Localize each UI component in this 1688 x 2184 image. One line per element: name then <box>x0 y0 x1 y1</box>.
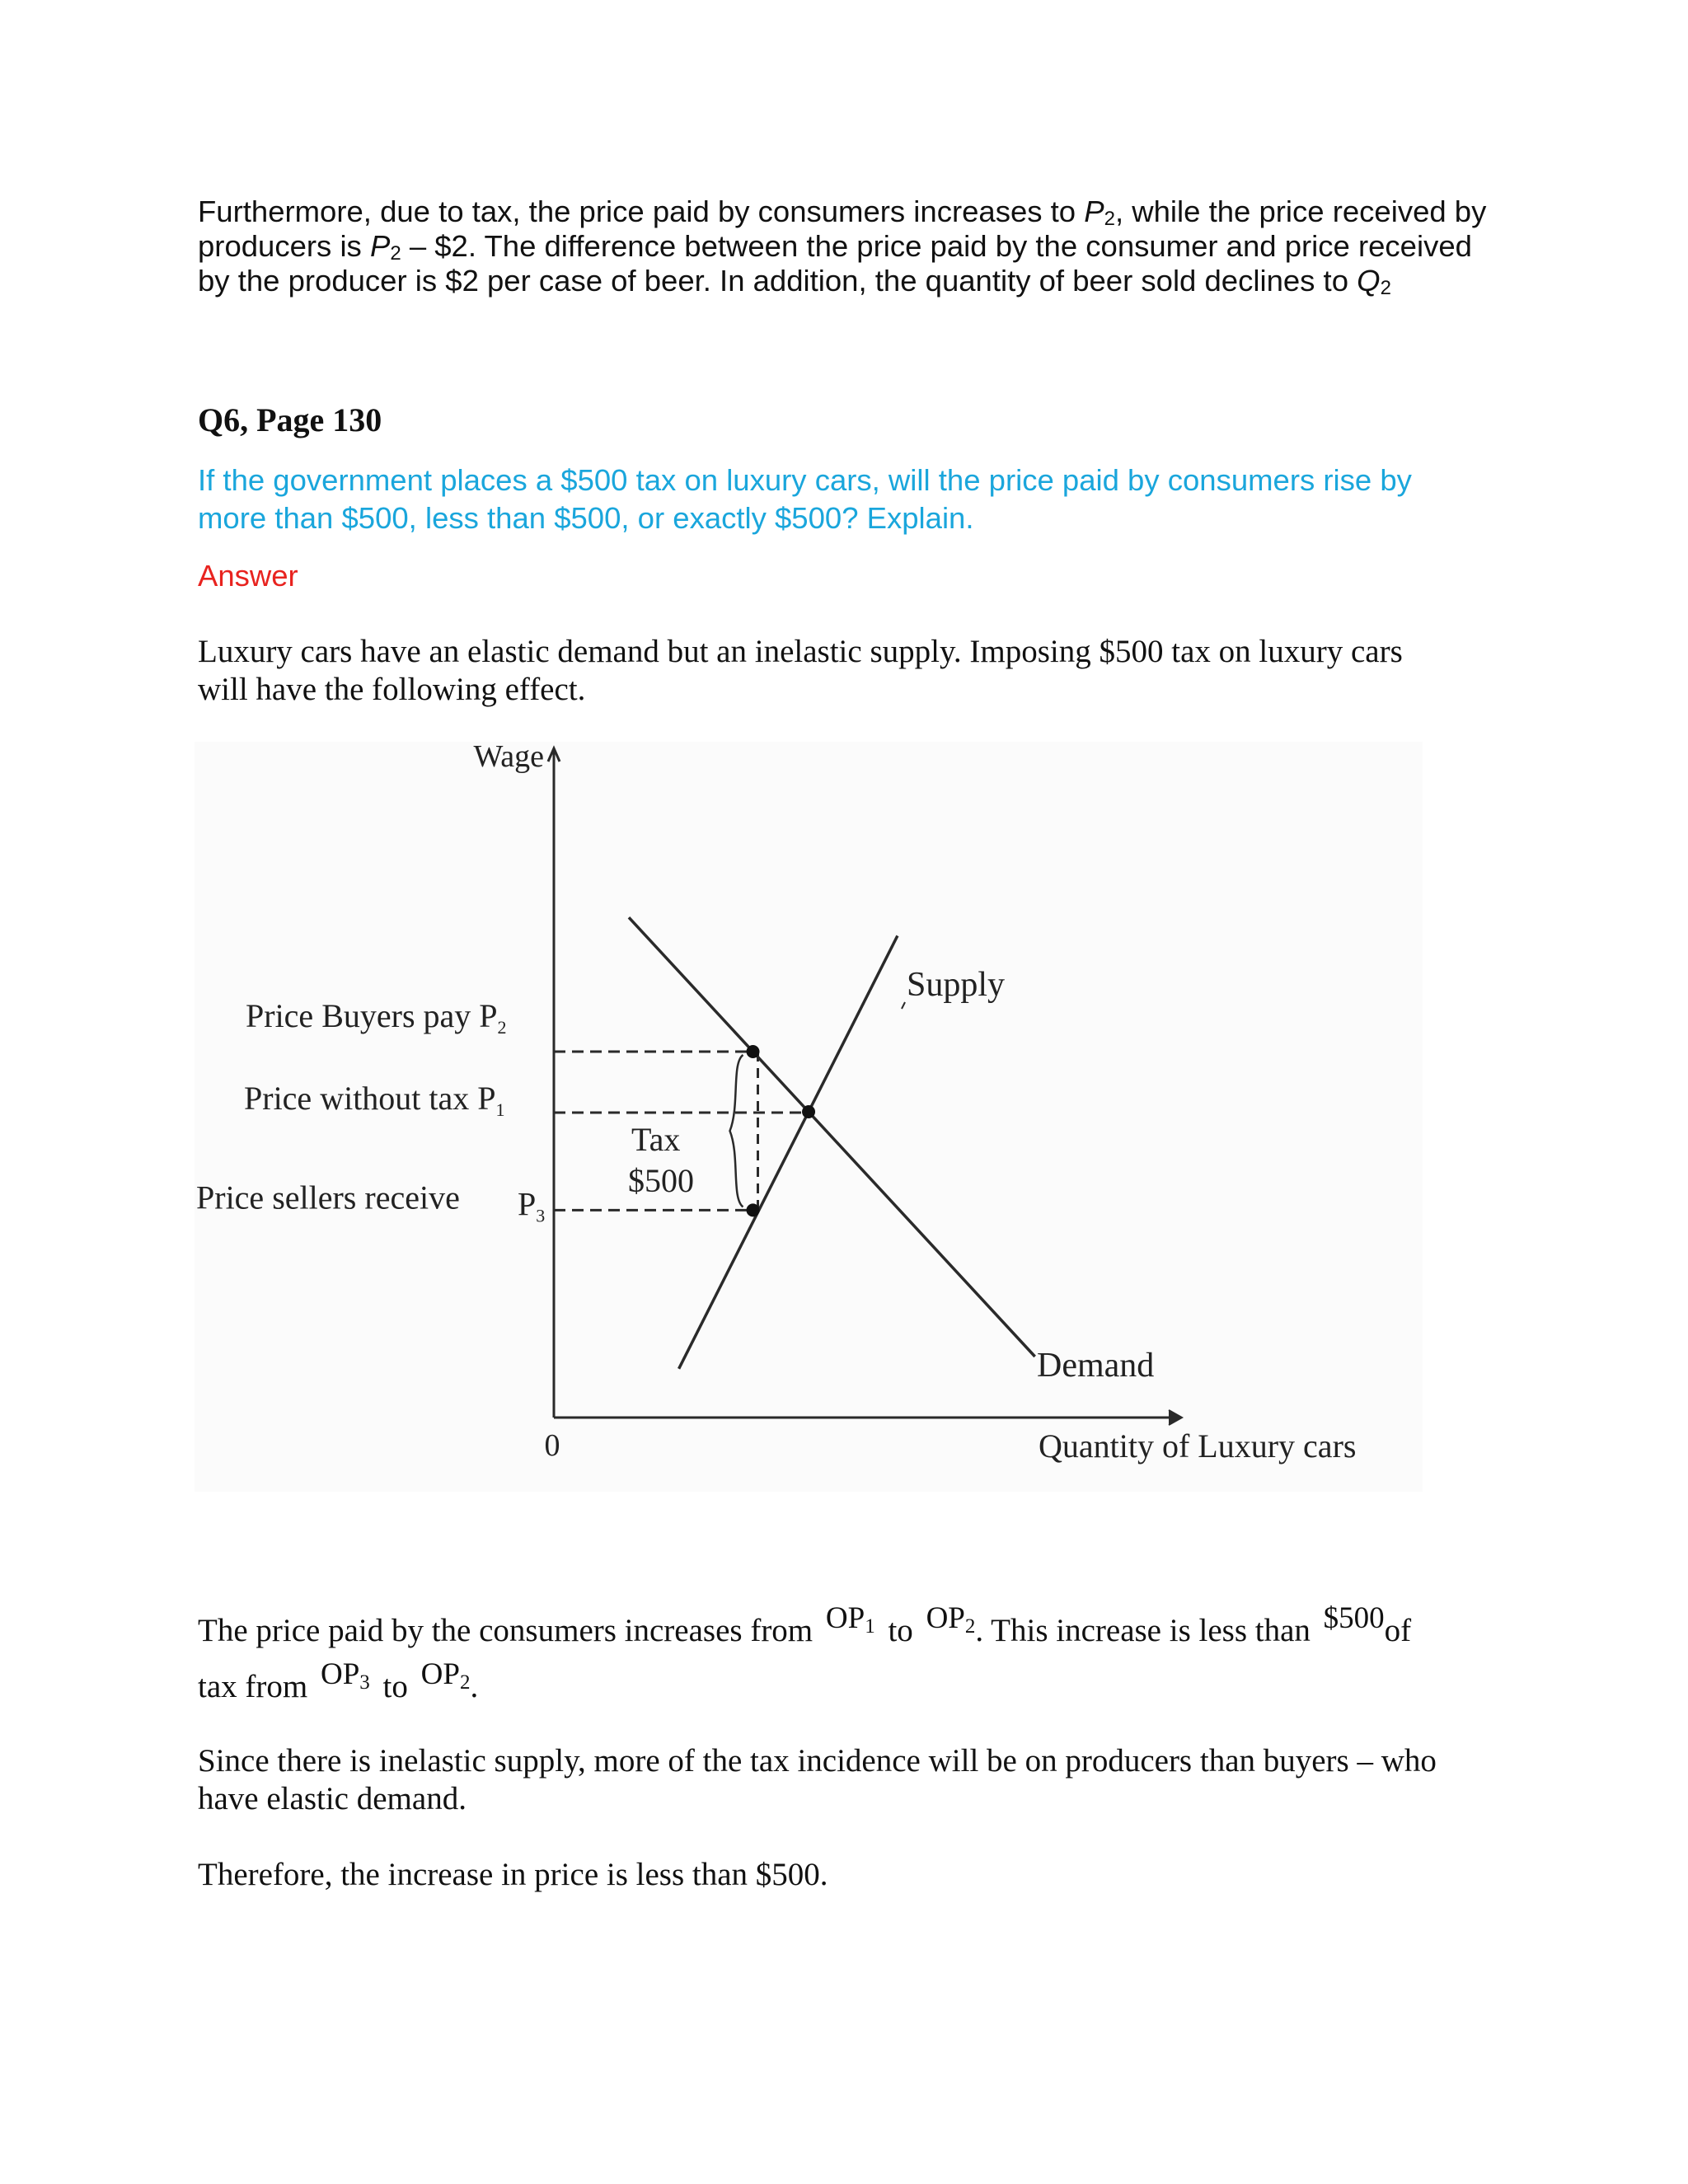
op-subscript: 3 <box>359 1671 370 1694</box>
label-price-without-tax <box>244 1080 505 1120</box>
tax-amount-label: $500 <box>628 1162 694 1199</box>
op-symbol: OP <box>926 1601 965 1635</box>
math-op2b <box>421 1657 471 1692</box>
word-of: of <box>1384 1613 1412 1648</box>
subscript: 2 <box>390 242 401 265</box>
op-symbol: OP <box>825 1601 865 1635</box>
formula-line-1 <box>198 1601 1412 1649</box>
intro-line-2 <box>198 229 1517 264</box>
intro-line-1 <box>198 194 1517 229</box>
label-price-without-tax-part: 1 <box>495 1099 505 1120</box>
explanation-paragraph-2 <box>198 1742 1517 1818</box>
intro-text: Furthermore, due to tax, the price paid by consumers increases to <box>198 194 1085 228</box>
answer-label: Answer <box>198 559 298 593</box>
label-price-without-tax-part: Price without tax P <box>244 1080 496 1117</box>
demand-label: Demand <box>1037 1347 1155 1385</box>
formula-text: . This increase is less than <box>975 1613 1311 1648</box>
x-axis-label: Quantity of Luxury cars <box>1039 1427 1357 1465</box>
op-symbol: OP <box>420 1657 460 1691</box>
formula-text: tax from <box>198 1669 308 1704</box>
label-p3-part: 3 <box>536 1205 546 1226</box>
question-title: Q6, Page 130 <box>198 401 382 438</box>
op-subscript: 1 <box>865 1615 875 1638</box>
symbol-q: Q <box>1357 264 1381 298</box>
paragraph-line: Since there is inelastic supply, more of the tax incidence will be on producers than buyers – who <box>198 1743 1437 1779</box>
point-equilibrium <box>802 1105 815 1118</box>
math-op1 <box>826 1601 875 1636</box>
op-subscript: 2 <box>964 1615 976 1638</box>
label-price-buyers-pay-part: 2 <box>497 1017 507 1038</box>
paragraph-line: Therefore, the increase in price is less than $500. <box>198 1857 828 1892</box>
point-sellers-receive <box>747 1203 760 1216</box>
formula-text: The price paid by the consumers increases from <box>198 1613 814 1648</box>
question-text <box>198 462 1517 537</box>
intro-text: , while the price received by <box>1114 194 1487 228</box>
subscript: 2 <box>1104 208 1115 230</box>
word-to: to <box>382 1669 408 1704</box>
formula-period: . <box>470 1669 479 1704</box>
origin-label: 0 <box>544 1428 560 1463</box>
label-price-buyers-pay <box>246 997 507 1038</box>
label-p3-part: P <box>518 1185 537 1223</box>
label-price-sellers-receive <box>196 1179 460 1216</box>
tax-label: Tax <box>631 1121 681 1158</box>
op-symbol: OP <box>320 1657 360 1691</box>
tax-incidence-chart <box>195 742 1423 1492</box>
question-line-1: If the government places a $500 tax on luxury cars, will the price paid by consumers rise by <box>198 463 1412 497</box>
point-buyers-pay <box>747 1045 760 1058</box>
symbol-p: P <box>1084 194 1104 228</box>
intro-text: producers is <box>198 229 370 263</box>
op-subscript: 2 <box>459 1671 471 1694</box>
subscript: 2 <box>1380 277 1391 299</box>
paragraph-line: will have the following effect. <box>198 672 586 707</box>
y-axis-label: Wage <box>473 742 544 774</box>
label-price-sellers-receive-part: Price sellers receive <box>196 1179 460 1216</box>
supply-label: Supply <box>907 966 1006 1004</box>
intro-text: – $2. The difference between the price paid by the consumer and price received <box>401 229 1472 263</box>
math-op3 <box>321 1657 370 1692</box>
paragraph-line: have elastic demand. <box>198 1781 467 1816</box>
math-op2 <box>926 1601 976 1636</box>
paragraph-line: Luxury cars have an elastic demand but an inelastic supply. Imposing $500 tax on luxury cars <box>198 634 1403 669</box>
question-line-2: more than $500, less than $500, or exactly $500? Explain. <box>198 501 974 535</box>
intro-paragraph <box>198 194 1517 298</box>
symbol-p: P <box>369 229 391 263</box>
formula-line-2 <box>198 1657 479 1705</box>
explanation-paragraph-3 <box>198 1856 1517 1894</box>
word-to: to <box>888 1613 913 1648</box>
explanation-paragraph-1 <box>198 633 1517 709</box>
math-amount: $500 <box>1323 1601 1385 1635</box>
intro-text: by the producer is $2 per case of beer. In addition, the quantity of beer sold declines to <box>198 264 1357 298</box>
intro-line-3 <box>198 264 1517 298</box>
label-price-buyers-pay-part: Price Buyers pay P <box>246 997 498 1034</box>
